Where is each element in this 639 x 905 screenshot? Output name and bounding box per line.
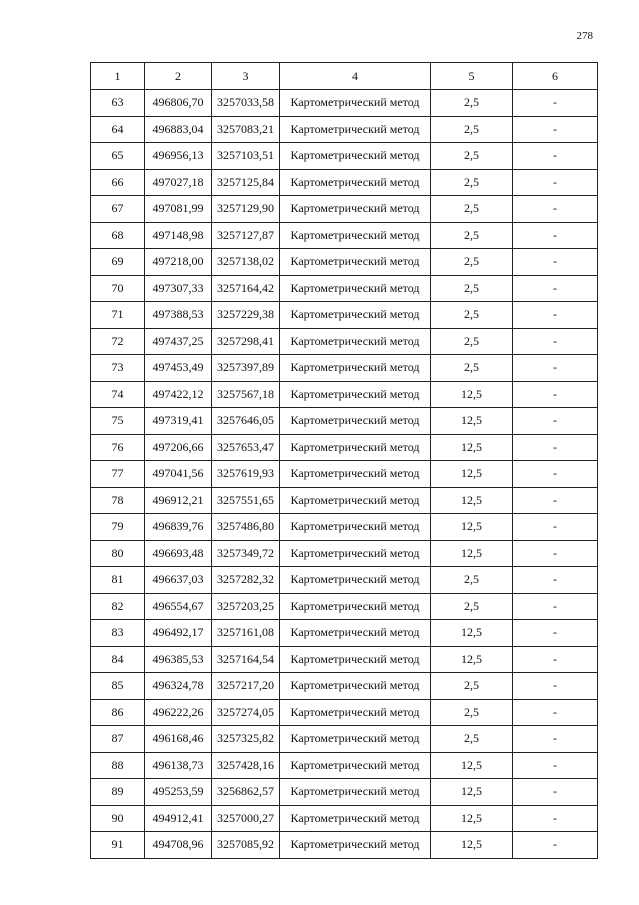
- y-coordinate-cell: 3257428,16: [212, 752, 280, 779]
- point-number-cell: 91: [91, 832, 145, 859]
- accuracy-cell: 12,5: [431, 752, 513, 779]
- note-cell: -: [513, 249, 598, 276]
- table-row: [91, 249, 598, 276]
- accuracy-cell: 12,5: [431, 514, 513, 541]
- note-cell: -: [513, 726, 598, 753]
- method-cell: Картометрический метод: [280, 381, 431, 408]
- method-cell: Картометрический метод: [280, 90, 431, 117]
- x-coordinate-cell: 496912,21: [145, 487, 212, 514]
- point-number-cell: 69: [91, 249, 145, 276]
- accuracy-cell: 12,5: [431, 381, 513, 408]
- method-cell: Картометрический метод: [280, 752, 431, 779]
- method-cell: Картометрический метод: [280, 328, 431, 355]
- table-row: [91, 222, 598, 249]
- accuracy-cell: 12,5: [431, 779, 513, 806]
- method-cell: Картометрический метод: [280, 116, 431, 143]
- point-number-cell: 89: [91, 779, 145, 806]
- page-number: 278: [576, 30, 593, 42]
- y-coordinate-cell: 3257567,18: [212, 381, 280, 408]
- accuracy-cell: 12,5: [431, 646, 513, 673]
- point-number-cell: 80: [91, 540, 145, 567]
- point-number-cell: 84: [91, 646, 145, 673]
- method-cell: Картометрический метод: [280, 249, 431, 276]
- note-cell: -: [513, 196, 598, 223]
- table-row: [91, 196, 598, 223]
- y-coordinate-cell: 3257397,89: [212, 355, 280, 382]
- method-cell: Картометрический метод: [280, 593, 431, 620]
- point-number-cell: 70: [91, 275, 145, 302]
- point-number-cell: 78: [91, 487, 145, 514]
- table-body: [91, 90, 598, 859]
- accuracy-cell: 12,5: [431, 805, 513, 832]
- x-coordinate-cell: 494708,96: [145, 832, 212, 859]
- accuracy-cell: 12,5: [431, 620, 513, 647]
- table-row: [91, 461, 598, 488]
- table-row: [91, 355, 598, 382]
- x-coordinate-cell: 496222,26: [145, 699, 212, 726]
- method-cell: Картометрический метод: [280, 699, 431, 726]
- point-number-cell: 74: [91, 381, 145, 408]
- method-cell: Картометрический метод: [280, 540, 431, 567]
- method-cell: Картометрический метод: [280, 275, 431, 302]
- table-row: [91, 90, 598, 117]
- point-number-cell: 66: [91, 169, 145, 196]
- x-coordinate-cell: 497081,99: [145, 196, 212, 223]
- x-coordinate-cell: 496168,46: [145, 726, 212, 753]
- y-coordinate-cell: 3257229,38: [212, 302, 280, 329]
- note-cell: -: [513, 752, 598, 779]
- x-coordinate-cell: 497422,12: [145, 381, 212, 408]
- method-cell: Картометрический метод: [280, 461, 431, 488]
- x-coordinate-cell: 496637,03: [145, 567, 212, 594]
- x-coordinate-cell: 496554,67: [145, 593, 212, 620]
- y-coordinate-cell: 3257646,05: [212, 408, 280, 435]
- table-row: [91, 408, 598, 435]
- method-cell: Картометрический метод: [280, 832, 431, 859]
- table-row: [91, 726, 598, 753]
- y-coordinate-cell: 3257551,65: [212, 487, 280, 514]
- table-row: [91, 699, 598, 726]
- x-coordinate-cell: 496324,78: [145, 673, 212, 700]
- y-coordinate-cell: 3257298,41: [212, 328, 280, 355]
- x-coordinate-cell: 497041,56: [145, 461, 212, 488]
- x-coordinate-cell: 496385,53: [145, 646, 212, 673]
- accuracy-cell: 2,5: [431, 222, 513, 249]
- point-number-cell: 67: [91, 196, 145, 223]
- y-coordinate-cell: 3257282,32: [212, 567, 280, 594]
- table-row: [91, 832, 598, 859]
- y-coordinate-cell: 3257129,90: [212, 196, 280, 223]
- point-number-cell: 68: [91, 222, 145, 249]
- note-cell: -: [513, 832, 598, 859]
- table-row: [91, 302, 598, 329]
- table-row: [91, 805, 598, 832]
- point-number-cell: 87: [91, 726, 145, 753]
- x-coordinate-cell: 497148,98: [145, 222, 212, 249]
- accuracy-cell: 2,5: [431, 90, 513, 117]
- point-number-cell: 64: [91, 116, 145, 143]
- note-cell: -: [513, 381, 598, 408]
- x-coordinate-cell: 494912,41: [145, 805, 212, 832]
- y-coordinate-cell: 3257127,87: [212, 222, 280, 249]
- accuracy-cell: 12,5: [431, 487, 513, 514]
- point-number-cell: 63: [91, 90, 145, 117]
- accuracy-cell: 2,5: [431, 567, 513, 594]
- note-cell: -: [513, 699, 598, 726]
- x-coordinate-cell: 497388,53: [145, 302, 212, 329]
- method-cell: Картометрический метод: [280, 487, 431, 514]
- note-cell: -: [513, 779, 598, 806]
- column-header: 3: [212, 63, 280, 90]
- y-coordinate-cell: 3257619,93: [212, 461, 280, 488]
- column-header: 2: [145, 63, 212, 90]
- x-coordinate-cell: 497307,33: [145, 275, 212, 302]
- table-row: [91, 540, 598, 567]
- point-number-cell: 82: [91, 593, 145, 620]
- column-header: 1: [91, 63, 145, 90]
- note-cell: -: [513, 275, 598, 302]
- table-row: [91, 116, 598, 143]
- table-row: [91, 646, 598, 673]
- table-row: [91, 779, 598, 806]
- method-cell: Картометрический метод: [280, 620, 431, 647]
- y-coordinate-cell: 3257274,05: [212, 699, 280, 726]
- x-coordinate-cell: 497218,00: [145, 249, 212, 276]
- method-cell: Картометрический метод: [280, 646, 431, 673]
- y-coordinate-cell: 3257217,20: [212, 673, 280, 700]
- point-number-cell: 76: [91, 434, 145, 461]
- column-header: 6: [513, 63, 598, 90]
- x-coordinate-cell: 496806,70: [145, 90, 212, 117]
- x-coordinate-cell: 497206,66: [145, 434, 212, 461]
- accuracy-cell: 2,5: [431, 249, 513, 276]
- y-coordinate-cell: 3257083,21: [212, 116, 280, 143]
- accuracy-cell: 2,5: [431, 196, 513, 223]
- method-cell: Картометрический метод: [280, 514, 431, 541]
- coordinates-table: [90, 62, 598, 859]
- x-coordinate-cell: 496956,13: [145, 143, 212, 170]
- table-row: [91, 514, 598, 541]
- accuracy-cell: 2,5: [431, 593, 513, 620]
- accuracy-cell: 2,5: [431, 116, 513, 143]
- accuracy-cell: 2,5: [431, 169, 513, 196]
- note-cell: -: [513, 90, 598, 117]
- note-cell: -: [513, 805, 598, 832]
- accuracy-cell: 12,5: [431, 832, 513, 859]
- y-coordinate-cell: 3257000,27: [212, 805, 280, 832]
- method-cell: Картометрический метод: [280, 196, 431, 223]
- accuracy-cell: 12,5: [431, 461, 513, 488]
- x-coordinate-cell: 496883,04: [145, 116, 212, 143]
- table-row: [91, 487, 598, 514]
- point-number-cell: 88: [91, 752, 145, 779]
- note-cell: -: [513, 673, 598, 700]
- x-coordinate-cell: 497027,18: [145, 169, 212, 196]
- y-coordinate-cell: 3257103,51: [212, 143, 280, 170]
- note-cell: -: [513, 222, 598, 249]
- method-cell: Картометрический метод: [280, 673, 431, 700]
- note-cell: -: [513, 116, 598, 143]
- y-coordinate-cell: 3257203,25: [212, 593, 280, 620]
- x-coordinate-cell: 496839,76: [145, 514, 212, 541]
- method-cell: Картометрический метод: [280, 355, 431, 382]
- accuracy-cell: 12,5: [431, 408, 513, 435]
- accuracy-cell: 12,5: [431, 434, 513, 461]
- method-cell: Картометрический метод: [280, 302, 431, 329]
- table-row: [91, 328, 598, 355]
- table-row: [91, 620, 598, 647]
- y-coordinate-cell: 3256862,57: [212, 779, 280, 806]
- method-cell: Картометрический метод: [280, 805, 431, 832]
- y-coordinate-cell: 3257161,08: [212, 620, 280, 647]
- method-cell: Картометрический метод: [280, 726, 431, 753]
- point-number-cell: 85: [91, 673, 145, 700]
- note-cell: -: [513, 567, 598, 594]
- note-cell: -: [513, 487, 598, 514]
- point-number-cell: 71: [91, 302, 145, 329]
- point-number-cell: 79: [91, 514, 145, 541]
- x-coordinate-cell: 496693,48: [145, 540, 212, 567]
- accuracy-cell: 2,5: [431, 355, 513, 382]
- table-header-row: [91, 63, 598, 90]
- note-cell: -: [513, 620, 598, 647]
- table-row: [91, 567, 598, 594]
- point-number-cell: 86: [91, 699, 145, 726]
- x-coordinate-cell: 496492,17: [145, 620, 212, 647]
- point-number-cell: 65: [91, 143, 145, 170]
- x-coordinate-cell: 495253,59: [145, 779, 212, 806]
- x-coordinate-cell: 497453,49: [145, 355, 212, 382]
- note-cell: -: [513, 143, 598, 170]
- column-header: 4: [280, 63, 431, 90]
- table-row: [91, 752, 598, 779]
- y-coordinate-cell: 3257085,92: [212, 832, 280, 859]
- accuracy-cell: 2,5: [431, 328, 513, 355]
- note-cell: -: [513, 434, 598, 461]
- note-cell: -: [513, 540, 598, 567]
- point-number-cell: 77: [91, 461, 145, 488]
- y-coordinate-cell: 3257164,42: [212, 275, 280, 302]
- y-coordinate-cell: 3257486,80: [212, 514, 280, 541]
- table-row: [91, 143, 598, 170]
- table-row: [91, 169, 598, 196]
- note-cell: -: [513, 593, 598, 620]
- method-cell: Картометрический метод: [280, 434, 431, 461]
- y-coordinate-cell: 3257164,54: [212, 646, 280, 673]
- point-number-cell: 72: [91, 328, 145, 355]
- y-coordinate-cell: 3257653,47: [212, 434, 280, 461]
- table-row: [91, 434, 598, 461]
- accuracy-cell: 2,5: [431, 726, 513, 753]
- note-cell: -: [513, 169, 598, 196]
- note-cell: -: [513, 355, 598, 382]
- accuracy-cell: 2,5: [431, 143, 513, 170]
- table-row: [91, 275, 598, 302]
- accuracy-cell: 2,5: [431, 673, 513, 700]
- note-cell: -: [513, 514, 598, 541]
- column-header: 5: [431, 63, 513, 90]
- accuracy-cell: 2,5: [431, 275, 513, 302]
- note-cell: -: [513, 328, 598, 355]
- method-cell: Картометрический метод: [280, 567, 431, 594]
- point-number-cell: 73: [91, 355, 145, 382]
- method-cell: Картометрический метод: [280, 169, 431, 196]
- accuracy-cell: 12,5: [431, 540, 513, 567]
- point-number-cell: 90: [91, 805, 145, 832]
- note-cell: -: [513, 646, 598, 673]
- table-row: [91, 673, 598, 700]
- method-cell: Картометрический метод: [280, 408, 431, 435]
- method-cell: Картометрический метод: [280, 143, 431, 170]
- y-coordinate-cell: 3257125,84: [212, 169, 280, 196]
- point-number-cell: 83: [91, 620, 145, 647]
- accuracy-cell: 2,5: [431, 699, 513, 726]
- table-row: [91, 381, 598, 408]
- y-coordinate-cell: 3257138,02: [212, 249, 280, 276]
- y-coordinate-cell: 3257325,82: [212, 726, 280, 753]
- x-coordinate-cell: 496138,73: [145, 752, 212, 779]
- method-cell: Картометрический метод: [280, 222, 431, 249]
- x-coordinate-cell: 497319,41: [145, 408, 212, 435]
- note-cell: -: [513, 408, 598, 435]
- point-number-cell: 75: [91, 408, 145, 435]
- point-number-cell: 81: [91, 567, 145, 594]
- table-row: [91, 593, 598, 620]
- note-cell: -: [513, 302, 598, 329]
- x-coordinate-cell: 497437,25: [145, 328, 212, 355]
- y-coordinate-cell: 3257349,72: [212, 540, 280, 567]
- method-cell: Картометрический метод: [280, 779, 431, 806]
- accuracy-cell: 2,5: [431, 302, 513, 329]
- y-coordinate-cell: 3257033,58: [212, 90, 280, 117]
- note-cell: -: [513, 461, 598, 488]
